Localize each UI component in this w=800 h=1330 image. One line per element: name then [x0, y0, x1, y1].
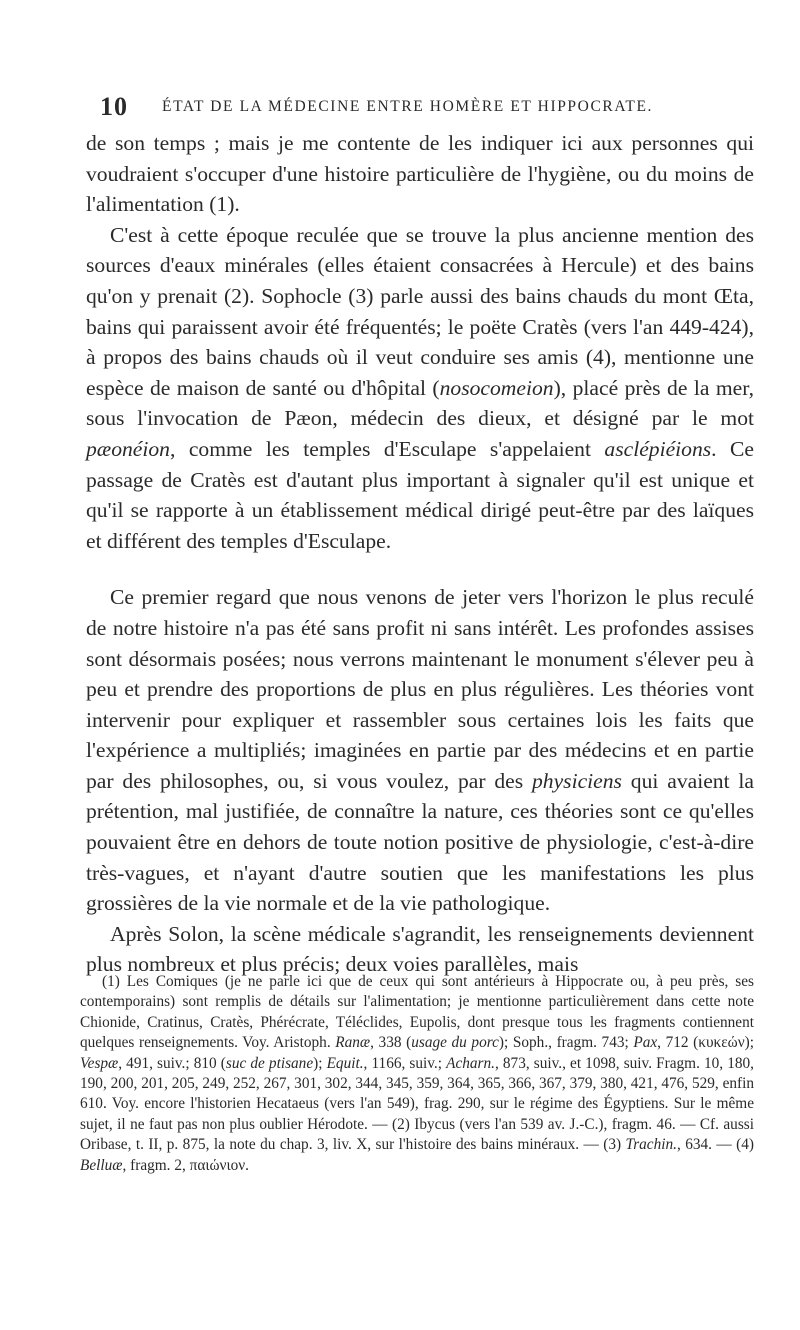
paragraph-mineral-waters: [86, 220, 754, 557]
text-run: );: [313, 1054, 327, 1072]
text-run: . Ce passage de Cratès est d'autant plus important à signaler qu'il est unique et qu'il se rapporte à un établissement médical dirigé peut-être par des laïques et différent des temples d'Esculape.: [86, 436, 754, 553]
italic-term: Ranæ: [335, 1034, 371, 1052]
italic-term: usage du porc: [411, 1034, 499, 1052]
italic-term: Belluæ: [80, 1156, 123, 1174]
text-run: qui avaient la prétention, mal justifiée, de connaître la nature, ces théories sont ce qu'elles pouvaient être en dehors de toute notion positive de physiologie, c'est-à-dire très-vagues, et n'ayant d'autre soutien que les manifestations les plus grossières de la vie normale et de la vie pathologique.: [86, 768, 754, 916]
footnote-block: [80, 972, 754, 1176]
text-run: ), placé près de la mer, sous l'invocation de Pæon, médecin des dieux, et désigné par le mot: [86, 375, 754, 431]
italic-term: Pax: [633, 1034, 658, 1052]
paragraph-after-solon: [86, 919, 754, 980]
italic-term: Acharn.: [446, 1054, 495, 1072]
text-run: Après Solon, la scène médicale s'agrandit, les renseignements deviennent plus nombreux et plus précis; deux voies parallèles, mais: [86, 921, 754, 977]
text-run: , 1166, suiv.;: [363, 1054, 447, 1072]
main-text: [86, 128, 754, 980]
page-number: 10: [100, 92, 128, 121]
page-header: [100, 92, 700, 122]
text-run: , 338 (: [370, 1034, 412, 1052]
text-run: Ce premier regard que nous venons de jeter vers l'horizon le plus reculé de notre histoire n'a pas été sans profit ni sans intérêt. Les profondes assises sont désormais posées; nous verrons maintenant le monument s'élever peu à peu et prendre des proportions de plus en plus régulières. Les théories vont intervenir pour expliquer et rassembler sous certaines lois les faits que l'expérience a multipliés; imaginées en partie par des médecins et en partie par des philosophes, ou, si vous voulez, par des: [86, 585, 754, 793]
running-title: ÉTAT DE LA MÉDECINE ENTRE HOMÈRE ET HIPPOCRATE.: [162, 98, 654, 115]
italic-term: physiciens: [532, 768, 622, 793]
italic-term: Equit.: [326, 1054, 364, 1072]
italic-term: pæonéion: [86, 436, 170, 461]
text-run: , comme les temples d'Esculape s'appelaient: [169, 436, 605, 461]
text-run: (1) Les Comiques (je ne parle ici que de ceux qui sont antérieurs à Hippocrate ou, à peu près, ses contemporains) sont remplis de détails sur l'alimentation; je mentionne particulièrement dans cette note Chionide, Cratinus, Cratès, Phérécrate, Téléclides, Eupolis, dont presque tous les fragments contiennent quelques renseignements. Voy. Aristoph.: [80, 973, 754, 1052]
paragraph-first-glance: [86, 582, 754, 919]
footnotes: [80, 972, 754, 1176]
italic-term: Vespæ: [80, 1054, 119, 1072]
text-run: de son temps ; mais je me contente de les indiquer ici aux personnes qui voudraient s'occuper d'une histoire particulière de l'hygiène, ou du moins de l'alimentation (1).: [86, 131, 754, 217]
italic-term: Trachin.: [625, 1136, 677, 1154]
italic-term: asclépiéions: [604, 436, 712, 461]
text-run: , 634. — (4): [676, 1136, 754, 1154]
text-run: ); Soph., fragm. 743;: [498, 1034, 634, 1052]
italic-term: suc de ptisane: [225, 1054, 314, 1072]
text-run: , 873, suiv., et 1098, suiv. Fragm. 10, 180, 190, 200, 201, 205, 249, 252, 267, 301, 302, 344, 345, 359, 364, 365, 366, 367, 379, 380, 421, 476, 529, enfin 610. Voy. encore l'historien Hecataeus (vers l'an 549), frag. 290, sur le régime des Égyptiens. Sur le même sujet, il ne faut pas non plus oublier Hérodote. — (2) Ibycus (vers l'an 539 av. J.-C.), fragm. 46. — Cf. aussi Oribase, t. II, p. 875, la note du chap. 3, liv. X, sur l'histoire des bains minéraux. — (3): [80, 1054, 755, 1154]
text-run: , 712 (κυκεών);: [657, 1034, 754, 1052]
italic-term: nosocomeion: [439, 375, 554, 400]
paragraph-continuation: [86, 128, 754, 220]
text-run: , 491, suiv.; 810 (: [118, 1054, 226, 1072]
text-run: C'est à cette époque reculée que se trouve la plus ancienne mention des sources d'eaux minérales (elles étaient consacrées à Hercule) et des bains qu'on y prenait (2). Sophocle (3) parle aussi des bains chauds du mont Œta, bains qui paraissent avoir été fréquentés; le poëte Cratès (vers l'an 449-424), à propos des bains chauds où il veut conduire ses amis (4), mentionne une espèce de maison de santé ou d'hôpital (: [86, 222, 754, 400]
text-run: , fragm. 2, παιώνιον.: [122, 1156, 249, 1174]
